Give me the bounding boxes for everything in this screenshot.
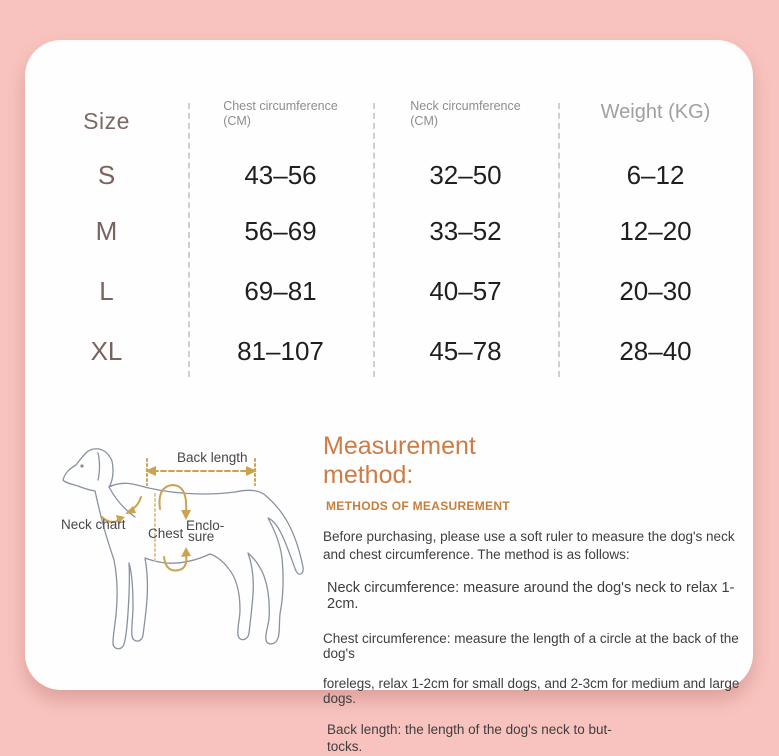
neck-chart-label: Neck chart <box>61 517 126 532</box>
weight-value-l: 20–30 <box>619 275 692 306</box>
size-label-l: L <box>99 275 114 306</box>
column-header-size: Size <box>83 107 130 134</box>
neck-value-l: 40–57 <box>429 275 502 306</box>
measurement-method-title: Measurement method: <box>323 432 476 489</box>
column-header-chest: Chest circumference (CM) <box>223 99 338 128</box>
weight-value-s: 6–12 <box>626 159 685 190</box>
dog-eye <box>81 465 83 467</box>
enclosure-label-line1: Enclo- <box>186 518 225 533</box>
content-panel <box>25 40 753 755</box>
measurement-intro-text: Before purchasing, please use a soft ruler to measure the dog's neck and chest circumference. The method is as follows: <box>323 529 735 562</box>
size-label-xl: XL <box>90 335 123 366</box>
dog-measurement-diagram <box>40 428 330 690</box>
chest-instruction-line1: Chest circumference: measure the length of a circle at the back of the dog's <box>323 630 739 661</box>
size-table <box>25 95 753 380</box>
dog-outline <box>63 449 303 649</box>
column-header-weight: Weight (KG) <box>600 101 711 123</box>
measurement-method-section <box>323 432 755 756</box>
back-length-label: Back length <box>177 450 248 465</box>
chest-value-l: 69–81 <box>244 275 317 306</box>
neck-value-m: 33–52 <box>429 216 502 246</box>
chest-instruction-line2: forelegs, relax 1-2cm for small dogs, and 2-3cm for medium and large dogs. <box>323 675 740 706</box>
enclosure-label-line2: sure <box>188 529 215 544</box>
size-label-s: S <box>97 159 116 190</box>
chest-enclosure-arc-top <box>160 485 187 512</box>
neck-value-s: 32–50 <box>429 159 502 190</box>
size-label-m: M <box>95 216 118 246</box>
neck-value-xl: 45–78 <box>429 335 502 366</box>
back-length-instruction-text: Back length: the length of the dog's neck to but- tocks. <box>327 721 612 755</box>
column-header-neck: Neck circumference (CM) <box>410 99 521 128</box>
dog-ear-inner-line <box>98 453 100 480</box>
measurement-method-subtitle: METHODS OF MEASUREMENT <box>326 499 510 513</box>
neck-instruction-text: Neck circumference: measure around the dog's neck to relax 1-2cm. <box>327 579 735 612</box>
chest-label: Chest <box>148 526 184 541</box>
belly-arc-arrowhead-icon <box>181 547 191 557</box>
chest-value-m: 56–69 <box>244 216 317 246</box>
chest-value-xl: 81–107 <box>237 335 324 366</box>
weight-value-xl: 28–40 <box>619 335 692 366</box>
chest-value-s: 43–56 <box>244 159 317 190</box>
measurement-annotations <box>102 459 257 570</box>
dog-outline-illustration <box>40 428 330 690</box>
weight-value-m: 12–20 <box>619 216 692 246</box>
